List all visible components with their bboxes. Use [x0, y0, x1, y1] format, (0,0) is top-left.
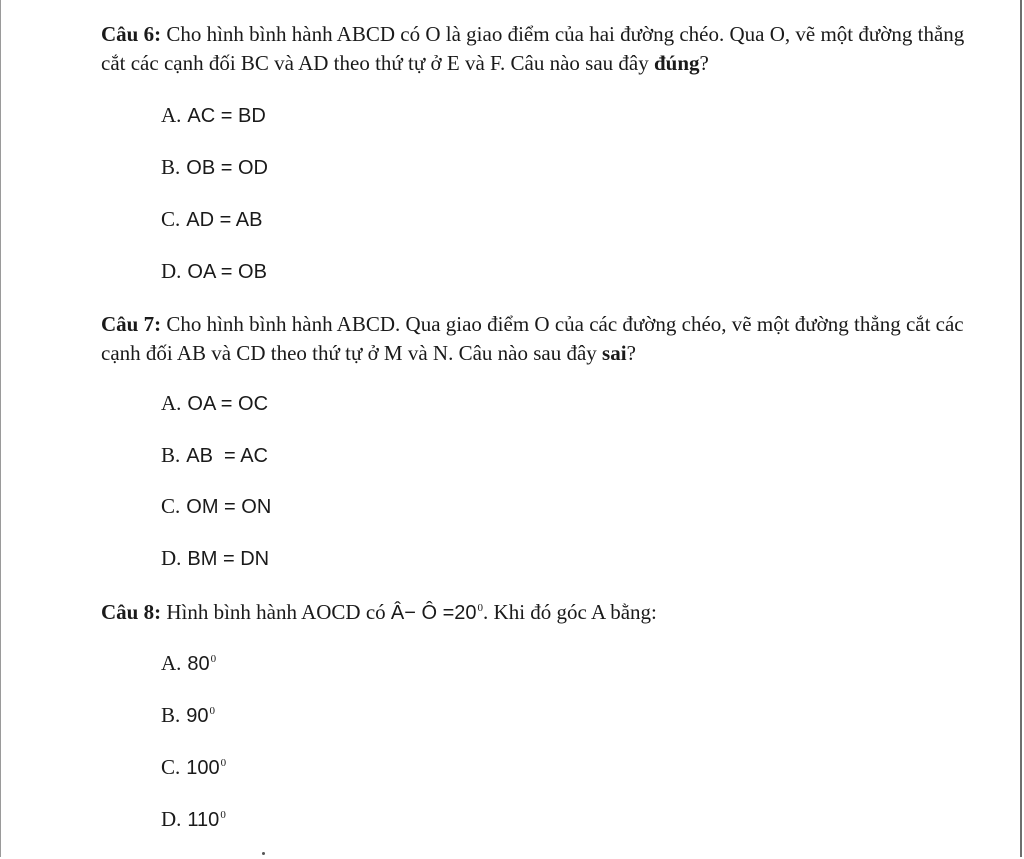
option-value: 110 [187, 809, 220, 831]
question-7-keyword: sai [602, 341, 627, 365]
option-letter: A. [161, 103, 182, 127]
question-6-end: ? [699, 51, 709, 75]
q7-option-a[interactable] [161, 389, 268, 418]
degree-superscript: 0 [477, 602, 484, 614]
question-6 [101, 20, 981, 78]
question-8-text: Hình bình hành AOCD có [161, 600, 391, 624]
option-letter: B. [161, 443, 181, 467]
q8-option-c[interactable] [161, 753, 226, 782]
option-formula: OA = OB [187, 261, 267, 283]
q6-option-d[interactable] [161, 257, 267, 286]
option-formula: AC = BD [187, 105, 266, 127]
degree-superscript: 0 [220, 809, 226, 821]
option-value: 90 [186, 705, 209, 727]
question-8-text-end: . Khi đó góc A bằng: [483, 600, 657, 624]
option-letter: D. [161, 546, 182, 570]
option-letter: D. [161, 807, 182, 831]
q6-option-c[interactable] [161, 205, 262, 234]
option-formula: OM = ON [186, 496, 272, 518]
q6-option-a[interactable] [161, 101, 266, 130]
degree-superscript: 0 [210, 653, 217, 665]
option-letter: D. [161, 259, 182, 283]
q8-option-d[interactable] [161, 805, 226, 834]
q8-option-b[interactable] [161, 701, 215, 730]
option-formula: AD = AB [186, 209, 263, 231]
question-8-formula: Â− Ô =20 [390, 602, 477, 624]
option-letter: A. [161, 651, 182, 675]
option-formula: AB = AC [186, 445, 268, 467]
question-6-label: Câu 6: [101, 22, 162, 46]
degree-superscript: 0 [220, 757, 227, 769]
question-6-keyword: đúng [653, 51, 700, 75]
page-dot-mark [262, 852, 265, 855]
option-formula: BM = DN [187, 548, 270, 570]
question-6-text: Cho hình bình hành ABCD có O là giao điểm của hai đường chéo. Qua O, vẽ một đường thẳng cắt các cạnh đối BC và AD theo thứ tự ở E và F. Câu nào sau đây [101, 22, 965, 75]
question-8 [101, 598, 981, 628]
q7-option-b[interactable] [161, 441, 268, 470]
option-value: 80 [187, 653, 210, 675]
question-7-end: ? [626, 341, 636, 365]
option-letter: B. [161, 703, 181, 727]
degree-superscript: 0 [209, 705, 216, 717]
q7-option-c[interactable] [161, 492, 271, 521]
q8-option-a[interactable] [161, 649, 216, 678]
q7-option-d[interactable] [161, 544, 269, 573]
option-formula: OB = OD [186, 157, 268, 179]
option-letter: B. [161, 155, 181, 179]
question-8-label: Câu 8: [101, 600, 162, 624]
option-formula: OA = OC [187, 393, 269, 415]
option-value: 100 [186, 757, 220, 779]
option-letter: C. [161, 755, 181, 779]
option-letter: C. [161, 494, 181, 518]
question-7-text: Cho hình bình hành ABCD. Qua giao điểm O của các đường chéo, vẽ một đường thẳng cắt các cạnh đối AB và CD theo thứ tự ở M và N. Câu nào sau đây [101, 312, 964, 365]
question-7-label: Câu 7: [101, 312, 162, 336]
option-letter: C. [161, 207, 181, 231]
question-7 [101, 310, 981, 368]
option-letter: A. [161, 391, 182, 415]
q6-option-b[interactable] [161, 153, 268, 182]
